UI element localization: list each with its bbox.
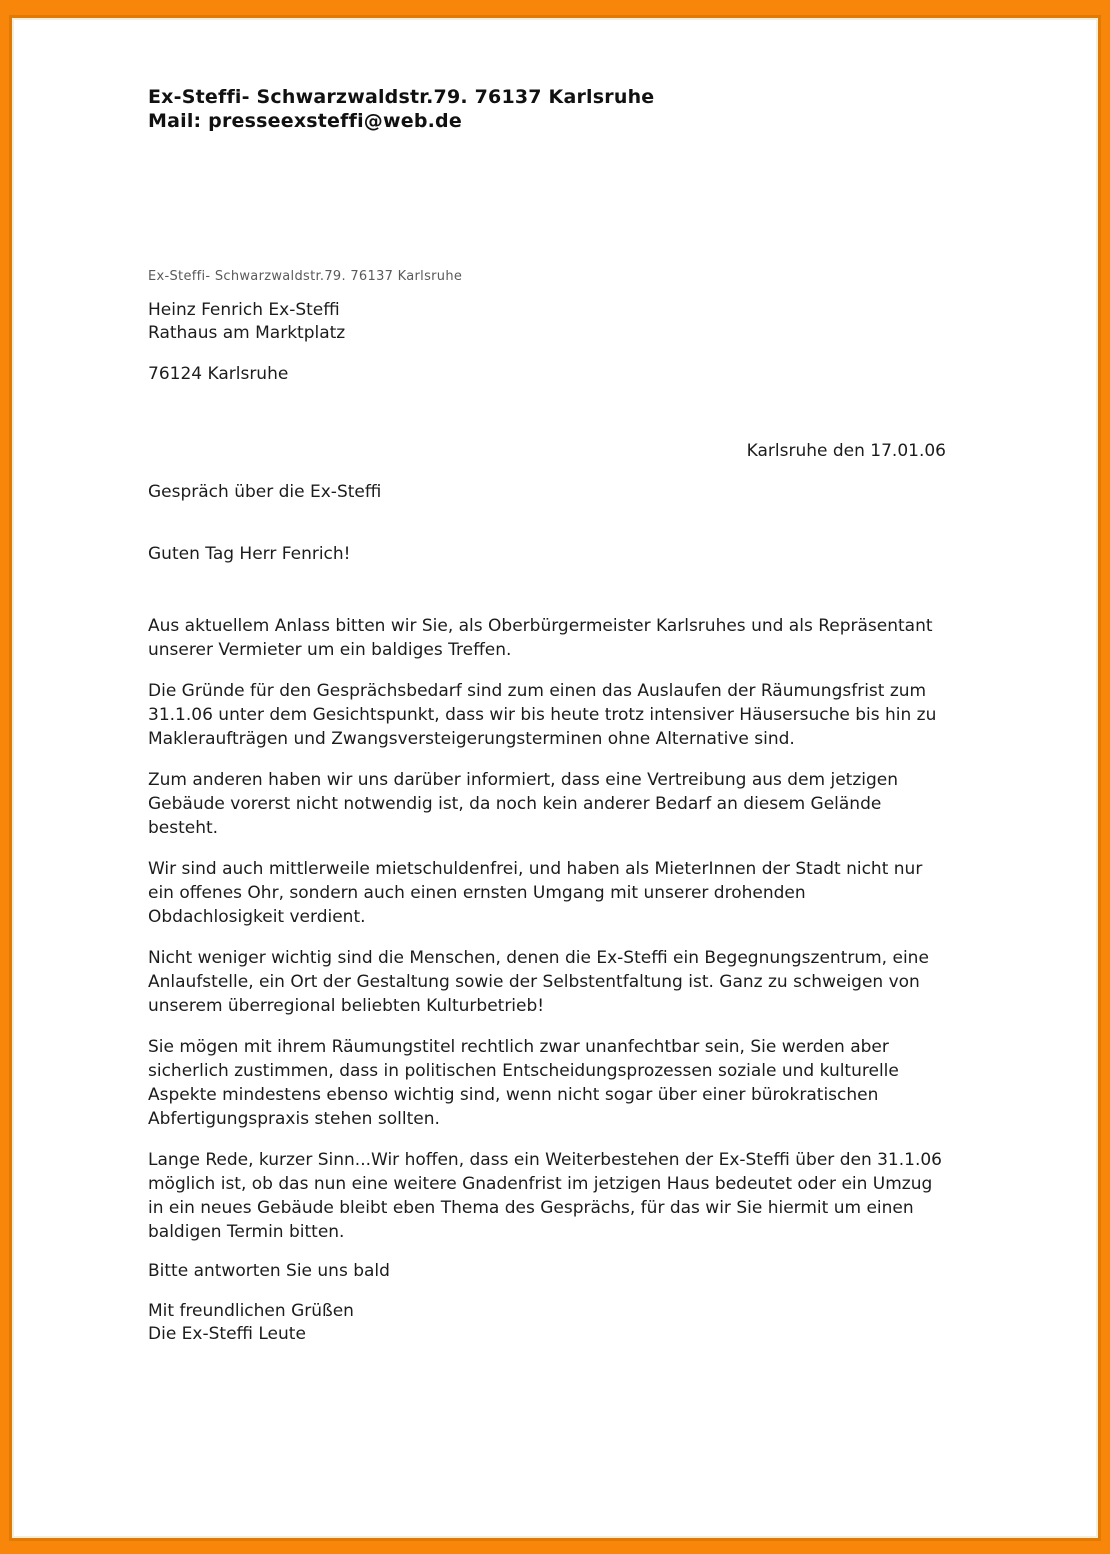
letter-page — [14, 20, 1096, 1536]
recipient-postal: 76124 Karlsruhe — [148, 364, 289, 384]
subject-line: Gespräch über die Ex-Steffi — [148, 482, 382, 502]
letterhead — [148, 85, 946, 133]
recipient-address — [148, 299, 946, 345]
salutation: Guten Tag Herr Fenrich! — [148, 544, 351, 564]
sender-window-line: Ex-Steffi- Schwarzwaldstr.79. 76137 Karlsruhe — [148, 269, 463, 284]
recipient-street: Rathaus am Marktplatz — [148, 323, 346, 343]
date-line: Karlsruhe den 17.01.06 — [746, 441, 946, 461]
paragraph: Lange Rede, kurzer Sinn...Wir hoffen, dass ein Weiterbestehen der Ex-Steffi über den 31.1.06 möglich ist, ob das nun eine weitere Gnadenfrist im jetzigen Haus bedeutet oder ein Umzug in ein neues Gebäude bleibt eben Thema des Gesprächs, für das wir Sie hiermit um einen baldigen Termin bitten. — [148, 1150, 943, 1242]
letterhead-address: Ex-Steffi- Schwarzwaldstr.79. 76137 Karlsruhe — [148, 86, 655, 108]
letter-body — [148, 614, 946, 1244]
letterhead-mail: Mail: presseexsteffi@web.de — [148, 110, 462, 132]
paragraph: Die Gründe für den Gesprächsbedarf sind zum einen das Auslaufen der Räumungsfrist zum 31.1.06 unter dem Gesichtspunkt, dass wir bis heute trotz intensiver Häusersuche bis hin zu Makleraufträgen und Zwangsversteigerungsterminen ohne Alternative sind. — [148, 681, 937, 749]
paragraph: Sie mögen mit ihrem Räumungstitel rechtlich zwar unanfechtbar sein, Sie werden aber sicherlich zustimmen, dass in politischen Entscheidungsprozessen soziale und kulturelle Aspekte mindestens ebenso wichtig sind, wenn nicht sogar über einer bürokratischen Abfertigungspraxis stehen sollten. — [148, 1037, 899, 1129]
closing-block — [148, 1300, 946, 1346]
paragraph: Zum anderen haben wir uns darüber informiert, dass eine Vertreibung aus dem jetzigen Gebäude vorerst nicht notwendig ist, da noch kein anderer Bedarf an diesem Gelände besteht. — [148, 770, 899, 838]
recipient-name: Heinz Fenrich Ex-Steffi — [148, 300, 340, 320]
paragraph: Nicht weniger wichtig sind die Menschen, denen die Ex-Steffi ein Begegnungszentrum, eine Anlaufstelle, ein Ort der Gestaltung sowie der Selbstentfaltung ist. Ganz zu schweigen von unserem überregional beliebten Kulturbetrieb! — [148, 948, 929, 1016]
closing-greeting: Mit freundlichen Grüßen — [148, 1301, 354, 1321]
closing-request: Bitte antworten Sie uns bald — [148, 1261, 390, 1281]
paragraph: Aus aktuellem Anlass bitten wir Sie, als Oberbürgermeister Karlsruhes und als Repräsentant unserer Vermieter um ein baldiges Treffen. — [148, 616, 933, 660]
signature: Die Ex-Steffi Leute — [148, 1324, 306, 1344]
paragraph: Wir sind auch mittlerweile mietschuldenfrei, und haben als MieterInnen der Stadt nicht nur ein offenes Ohr, sondern auch einen ernsten Umgang mit unserer drohenden Obdachlosigkeit verdient. — [148, 859, 923, 927]
